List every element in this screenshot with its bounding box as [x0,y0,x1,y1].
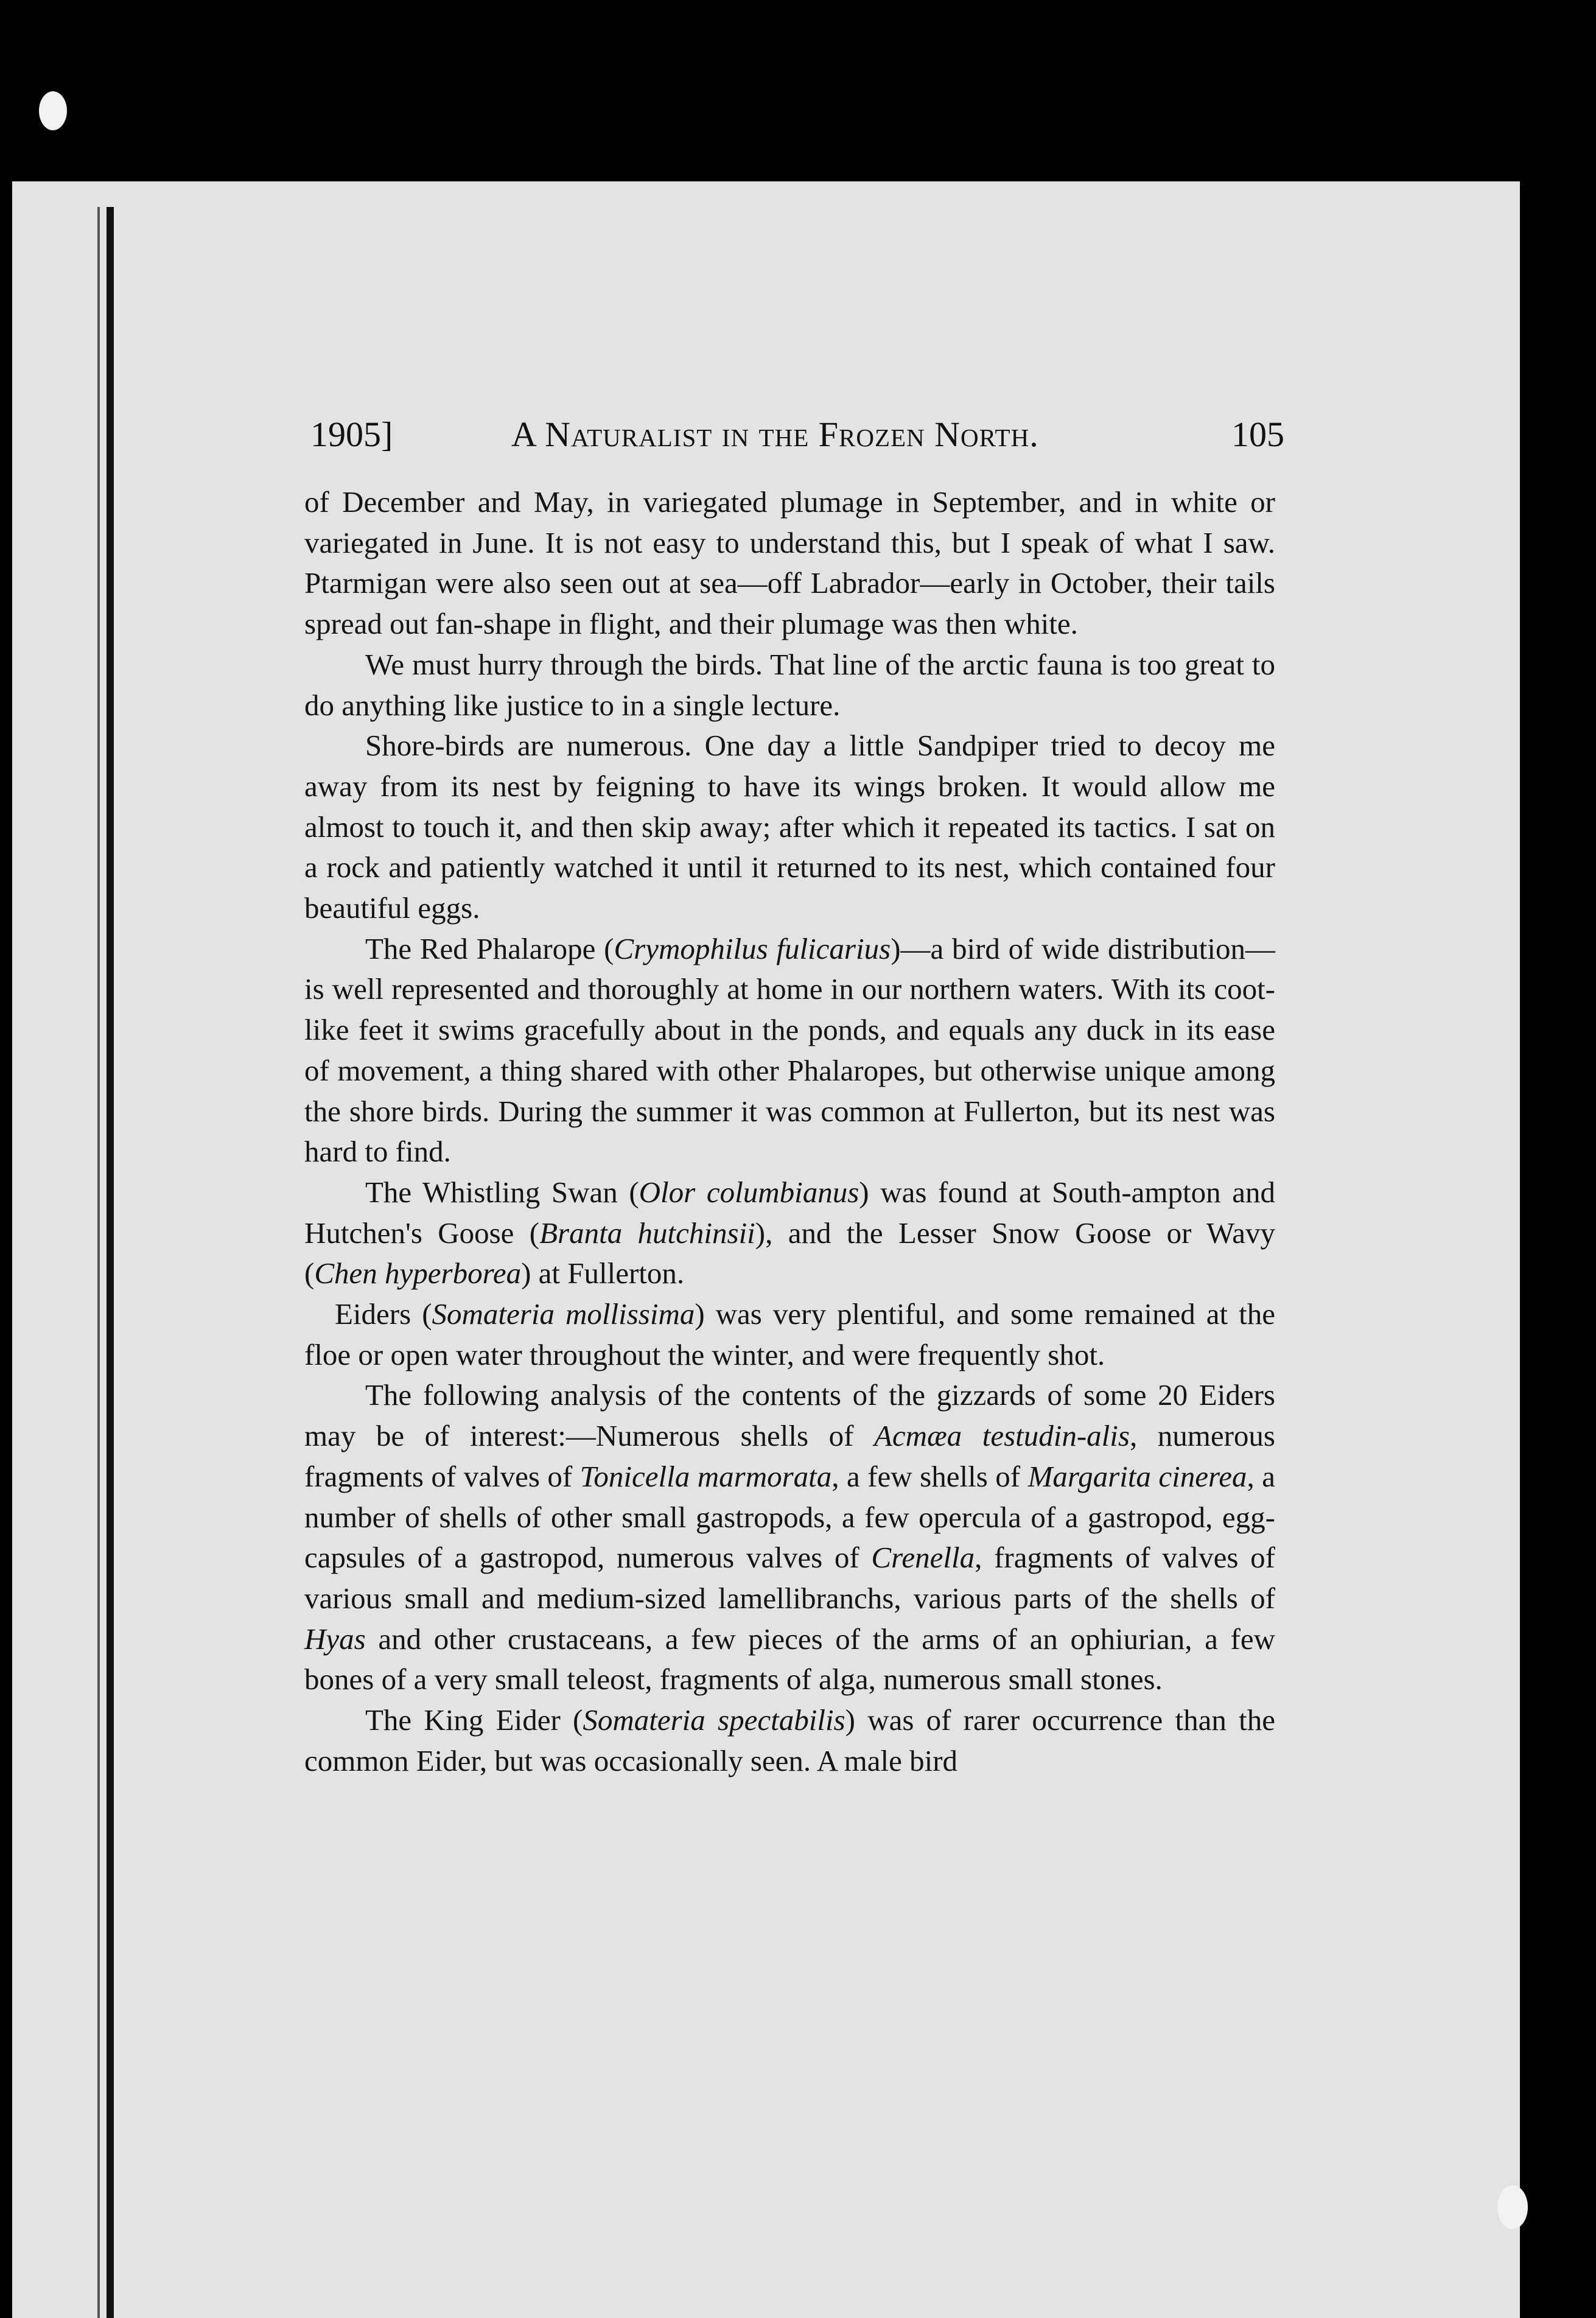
page-number: 105 [1231,415,1284,454]
species-name: Olor columbianus [639,1175,859,1209]
species-name: Margarita cinerea [1027,1459,1247,1493]
species-name: Crenella [871,1541,975,1575]
paragraph: of December and May, in variegated plumage in September, and in white or variegated in June. It is not easy to understand this, but I speak of what I saw. Ptarmigan were also seen out at sea—off Labrador—early in October, their tails spread out fan-shape in flight, and their plumage was then white. [304,485,1275,641]
paragraph: The King Eider (Somateria spectabilis) was of rarer occurrence than the common Eider, but was occasionally seen. A male bird [304,1703,1276,1777]
header-title: A Naturalist in the Frozen North. [511,415,1039,454]
paragraph: Eiders (Somateria mollissima) was very plentiful, and some remained at the floe or open water throughout the winter, and were frequently shot. [304,1297,1275,1371]
species-name: Somateria mollissima [432,1297,695,1331]
body-text [304,482,1275,1782]
paragraph: Shore-birds are numerous. One day a little Sandpiper tried to decoy me away from its nest by feigning to have its wings broken. It would allow me almost to touch it, and then skip away; after which it repeated its tactics. I sat on a rock and patiently watched it until it returned to its nest, which contained four beautiful eggs. [304,729,1275,925]
scan-speck [39,91,67,130]
paragraph: The Red Phalarope (Crymophilus fulicarius)—a bird of wide distribution—is well represented and thoroughly at home in our northern waters. With its coot-like feet it swims gracefully about in the ponds, and equals any duck in its ease of movement, a thing shared with other Phalaropes, but otherwise unique among the shore birds. During the summer it was common at Fullerton, but its nest was hard to find. [304,931,1275,1169]
species-name: Hyas [304,1622,366,1656]
species-name: Branta hutchinsii [539,1216,755,1250]
page-binding-shadow [97,207,100,2318]
species-name: Chen hyperborea [314,1256,522,1290]
scan-speck [1497,2185,1528,2229]
paragraph: We must hurry through the birds. That line of the arctic fauna is too great to do anything like justice to in a single lecture. [304,647,1275,722]
species-name: Acmæa testudin-alis [873,1419,1130,1453]
species-name: Crymophilus fulicarius [614,931,891,965]
paragraph: The following analysis of the contents of the gizzards of some 20 Eiders may be of interest:—Numerous shells of Acmæa testudin-alis, numerous fragments of valves of Tonicella marmorata, a few shells of Margarita cinerea, a number of shells of other small gastropods, a few opercula of a gastropod, egg-capsules of a gastropod, numerous valves of Crenella, fragments of valves of various small and medium-sized lamellibranchs, various parts of the shells of Hyas and other crustaceans, a few pieces of the arms of an ophiurian, a few bones of a very small teleost, fragments of alga, numerous small stones. [304,1378,1276,1696]
species-name: Tonicella marmorata [579,1459,832,1493]
page-binding-edge [107,207,114,2318]
running-header [310,414,1284,463]
species-name: Somateria spectabilis [583,1703,845,1737]
paragraph: The Whistling Swan (Olor columbianus) was found at South-ampton and Hutchen's Goose (Branta hutchinsii), and the Lesser Snow Goose or Wavy (Chen hyperborea) at Fullerton. [304,1175,1275,1290]
header-year: 1905] [310,415,393,454]
